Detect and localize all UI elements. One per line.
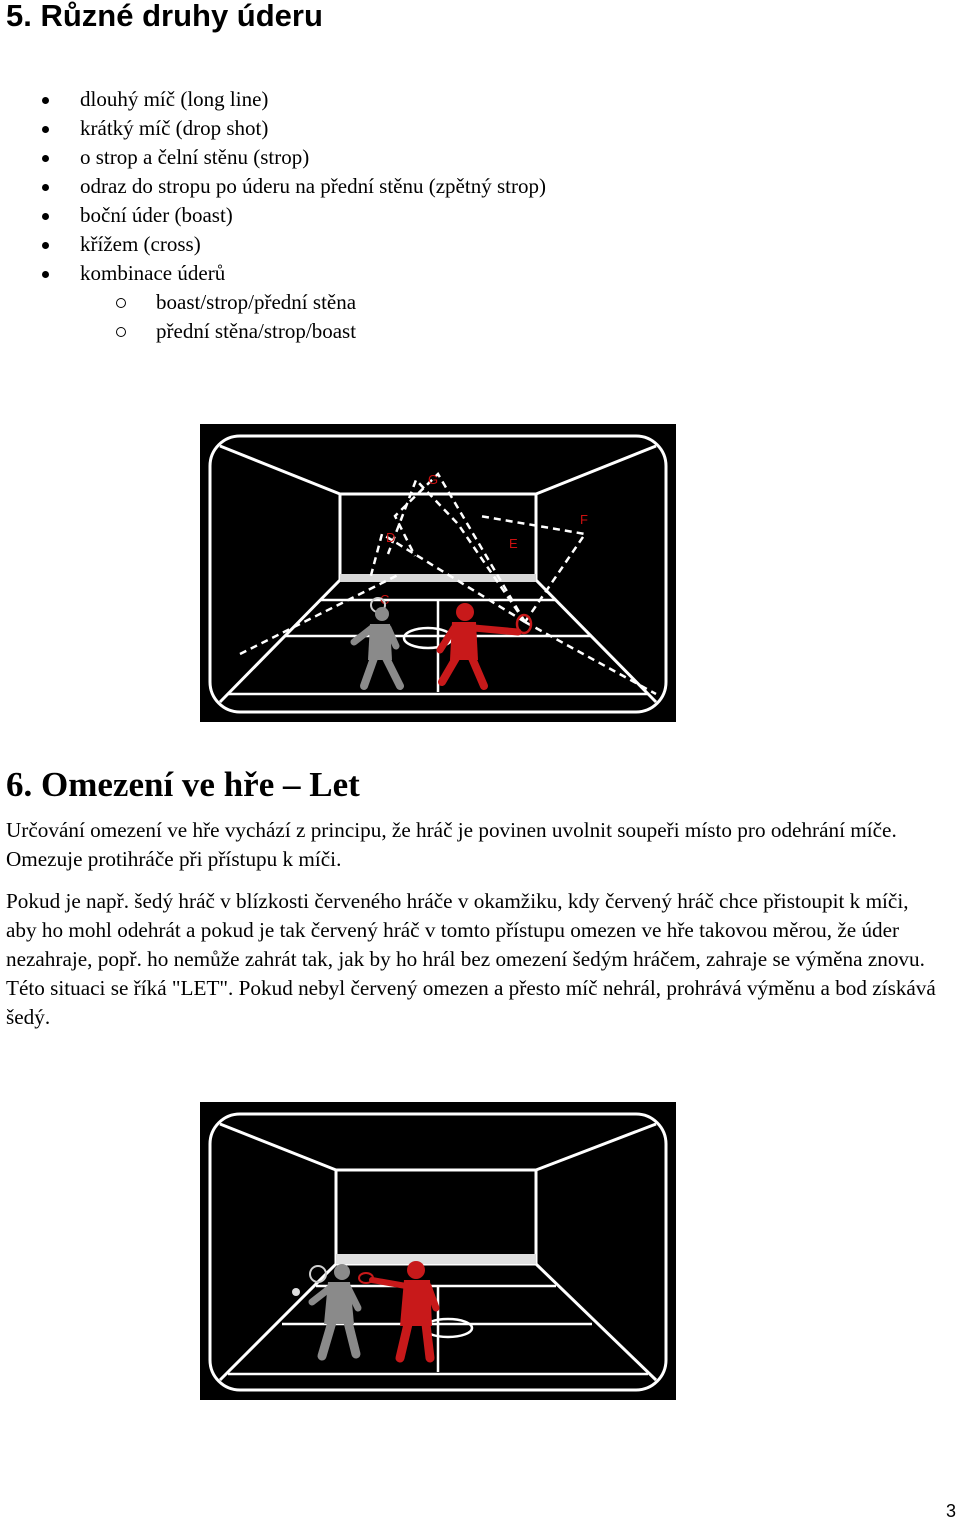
shot-label-g: G [428,472,439,487]
ball-icon [292,1288,300,1296]
list-item-text: boční úder (boast) [80,203,233,227]
let-definition-paragraph: Určování omezení ve hře vychází z principu, že hráč je povinen uvolnit soupeři místo pro odehrání míče. Omezuje protihráče při přístupu k míči. [6,818,897,871]
list-item [0,201,546,230]
shot-label-d: D [386,530,396,545]
let-example-paragraph: Pokud je např. šedý hráč v blízkosti červeného hráče v okamžiku, kdy červený hráč chce přistoupit k míči, aby ho mohl odehrát a pokud je tak červený hráč v tomto přístupu omezen ve hře takovou měrou, že úder nezahraje, popř. ho nemůže zahrát tak, jak by ho hrál bez omezení šedým hráčem, zahraje se výměna znovu. Této situaci se říká "LET". Pokud nebyl červený omezen a přesto míč nehrál, prohrává výměnu a bod získává šedý. [6,889,936,1029]
shot-types-list [0,85,546,346]
grey-player-figure [354,598,400,686]
shot-label-f: F [580,512,588,527]
red-player-figure [440,603,531,686]
bullet-icon [42,126,49,133]
grey-player-figure [310,1264,358,1356]
section-5-heading: 5. Různé druhy úderu [6,0,323,33]
list-item [0,114,546,143]
list-item-text: odraz do stropu po úderu na přední stěnu (zpětný strop) [80,174,546,198]
red-player-figure [359,1261,436,1358]
list-item-text: kombinace úderů [80,261,226,285]
sub-list-item [0,288,546,317]
list-item-text: přední stěna/strop/boast [156,319,357,343]
bullet-icon [42,242,49,249]
list-item [0,230,546,259]
let-situation-diagram [200,1102,676,1400]
shot-label-e: E [509,536,518,551]
list-item [0,172,546,201]
hollow-bullet-icon [116,298,126,308]
list-item-text: o strop a čelní stěnu (strop) [80,145,310,169]
court-shots-diagram [200,424,676,722]
section-6-heading: 6. Omezení ve hře – Let [6,765,360,804]
bullet-icon [42,213,49,220]
list-item [0,85,546,114]
bullet-icon [42,97,49,104]
list-item-text: boast/strop/přední stěna [156,290,357,314]
list-item [0,259,546,288]
list-item [0,143,546,172]
court-shots-svg [200,424,676,722]
bullet-icon [42,271,49,278]
hollow-bullet-icon [116,327,126,337]
bullet-icon [42,184,49,191]
sub-list-item [0,317,546,346]
let-situation-svg [200,1102,676,1400]
bullet-icon [42,155,49,162]
page-number: 3 [945,1501,956,1521]
list-item-text: dlouhý míč (long line) [80,87,269,111]
list-item-text: křížem (cross) [80,232,201,256]
list-item-text: krátký míč (drop shot) [80,116,269,140]
shot-label-c: C [380,592,390,607]
